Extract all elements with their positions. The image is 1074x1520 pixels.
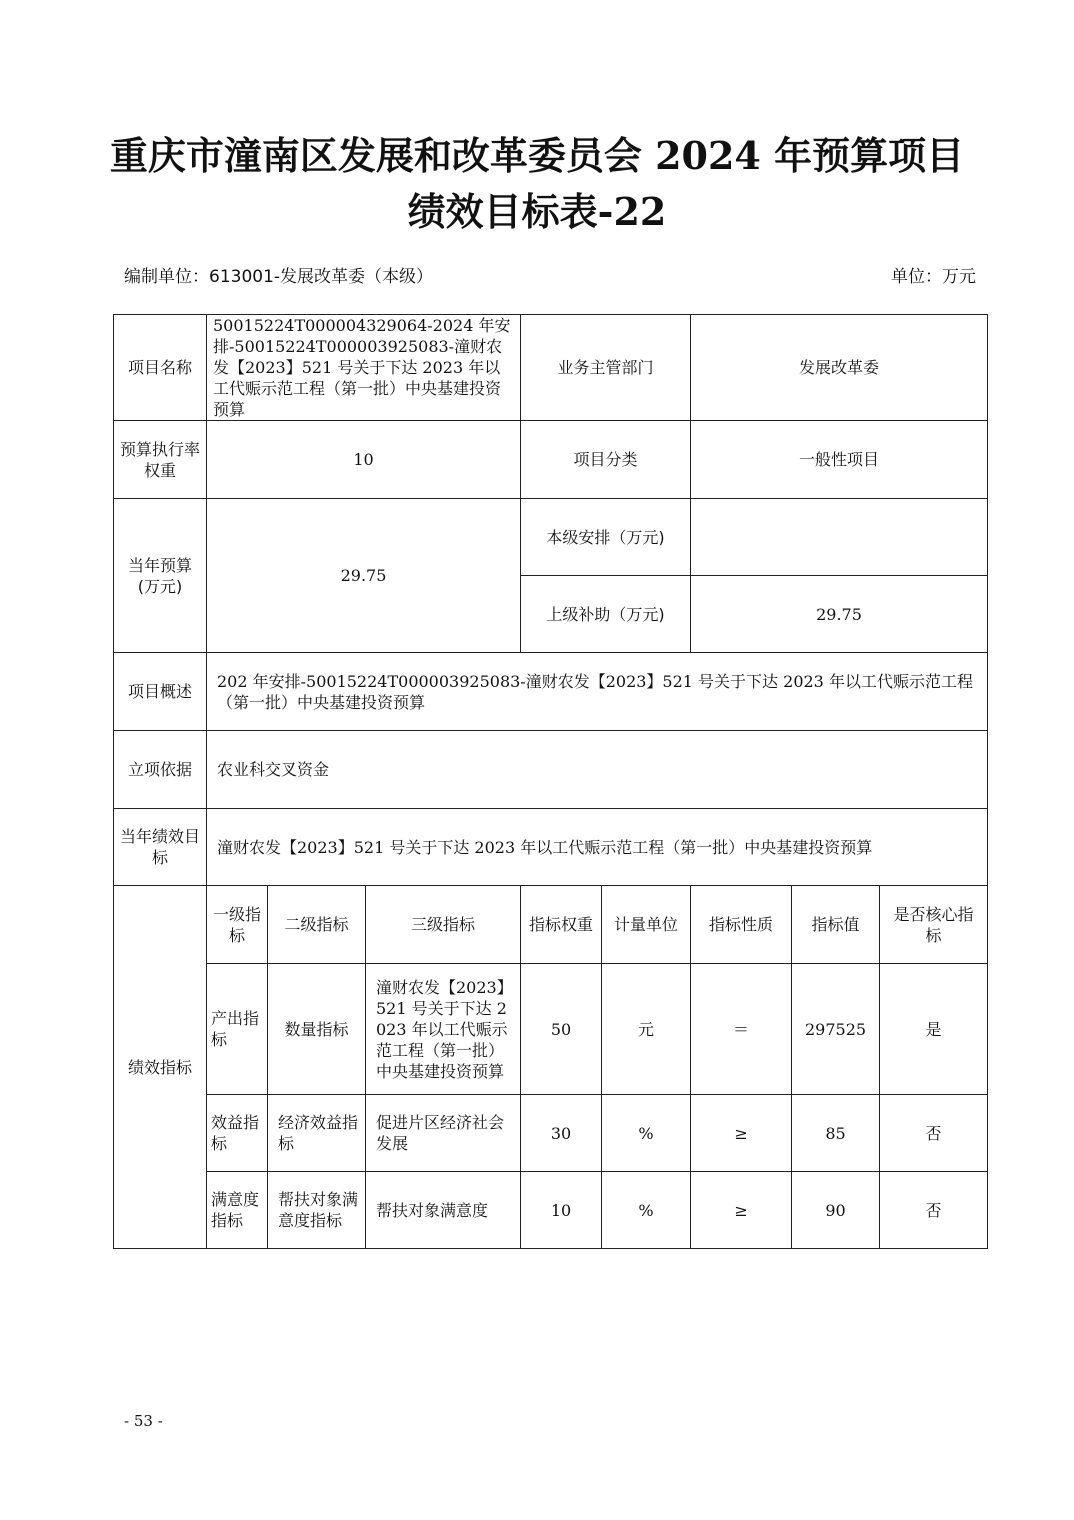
row3-weight: 10 [521,1172,602,1249]
currency-unit: 单位：万元 [891,267,976,287]
row3-unit: % [602,1172,691,1249]
row1-value: 297525 [792,964,880,1095]
page-title-line2: 绩效目标表-22 [407,189,667,234]
dept-value: 发展改革委 [691,315,988,421]
local-value [691,499,988,576]
basis-value: 农业科交叉资金 [207,731,988,809]
compiling-unit: 编制单位：613001-发展改革委（本级） [124,267,434,287]
page-title-line1: 重庆市潼南区发展和改革委员会 2024 年预算项目 [109,133,965,178]
row3-value: 90 [792,1172,880,1249]
overview-label: 项目概述 [114,653,207,731]
row1-core: 是 [880,964,988,1095]
basis-label: 立项依据 [114,731,207,809]
overview-value: 202 年安排-50015224T000003925083-潼财农发【2023】521 号关于下达 2023 年以工代赈示范工程（第一批）中央基建投资预算 [207,653,988,731]
category-label: 项目分类 [521,421,691,499]
row1-level3: 潼财农发【2023】521 号关于下达 2023 年以工代赈示范工程（第一批）中央基建投资预算 [366,964,521,1095]
row2-weight: 30 [521,1095,602,1172]
row3-level2: 帮扶对象满意度指标 [268,1172,366,1249]
header-level2: 二级指标 [268,886,366,964]
row2-level3: 促进片区经济社会发展 [366,1095,521,1172]
table-row [114,1172,988,1249]
row1-level1: 产出指标 [207,964,268,1095]
dept-label: 业务主管部门 [521,315,691,421]
upper-label: 上级补助（万元) [521,576,691,653]
row2-value: 85 [792,1095,880,1172]
row2-level2: 经济效益指标 [268,1095,366,1172]
row3-nature: ≥ [691,1172,792,1249]
row1-nature: ＝ [691,964,792,1095]
header-core: 是否核心指标 [880,886,988,964]
goal-value: 潼财农发【2023】521 号关于下达 2023 年以工代赈示范工程（第一批）中央基建投资预算 [207,809,988,886]
row1-unit: 元 [602,964,691,1095]
header-value: 指标值 [792,886,880,964]
header-weight: 指标权重 [521,886,602,964]
budget-label: 当年预算(万元) [114,499,207,653]
header-nature: 指标性质 [691,886,792,964]
row2-level1: 效益指标 [207,1095,268,1172]
upper-value: 29.75 [691,576,988,653]
row3-core: 否 [880,1172,988,1249]
category-value: 一般性项目 [691,421,988,499]
weight-label: 预算执行率权重 [114,421,207,499]
table-row [114,1095,988,1172]
row1-level2: 数量指标 [268,964,366,1095]
budget-value: 29.75 [207,499,521,653]
page-number: - 53 - [124,1412,163,1430]
indicator-label: 绩效指标 [114,886,207,1249]
table-row [114,964,988,1095]
header-level3: 三级指标 [366,886,521,964]
goal-label: 当年绩效目标 [114,809,207,886]
header-unit: 计量单位 [602,886,691,964]
local-label: 本级安排（万元) [521,499,691,576]
row3-level3: 帮扶对象满意度 [366,1172,521,1249]
row2-core: 否 [880,1095,988,1172]
weight-value: 10 [207,421,521,499]
row1-weight: 50 [521,964,602,1095]
row2-unit: % [602,1095,691,1172]
row3-level1: 满意度指标 [207,1172,268,1249]
header-level1: 一级指标 [207,886,268,964]
project-name-label: 项目名称 [114,315,207,421]
row2-nature: ≥ [691,1095,792,1172]
performance-table [113,314,988,1249]
project-name-value: 50015224T000004329064-2024 年安排-50015224T000003925083-潼财农发【2023】521 号关于下达 2023 年以工代赈示范工程（第一批）中央基建投资预算 [207,315,521,421]
